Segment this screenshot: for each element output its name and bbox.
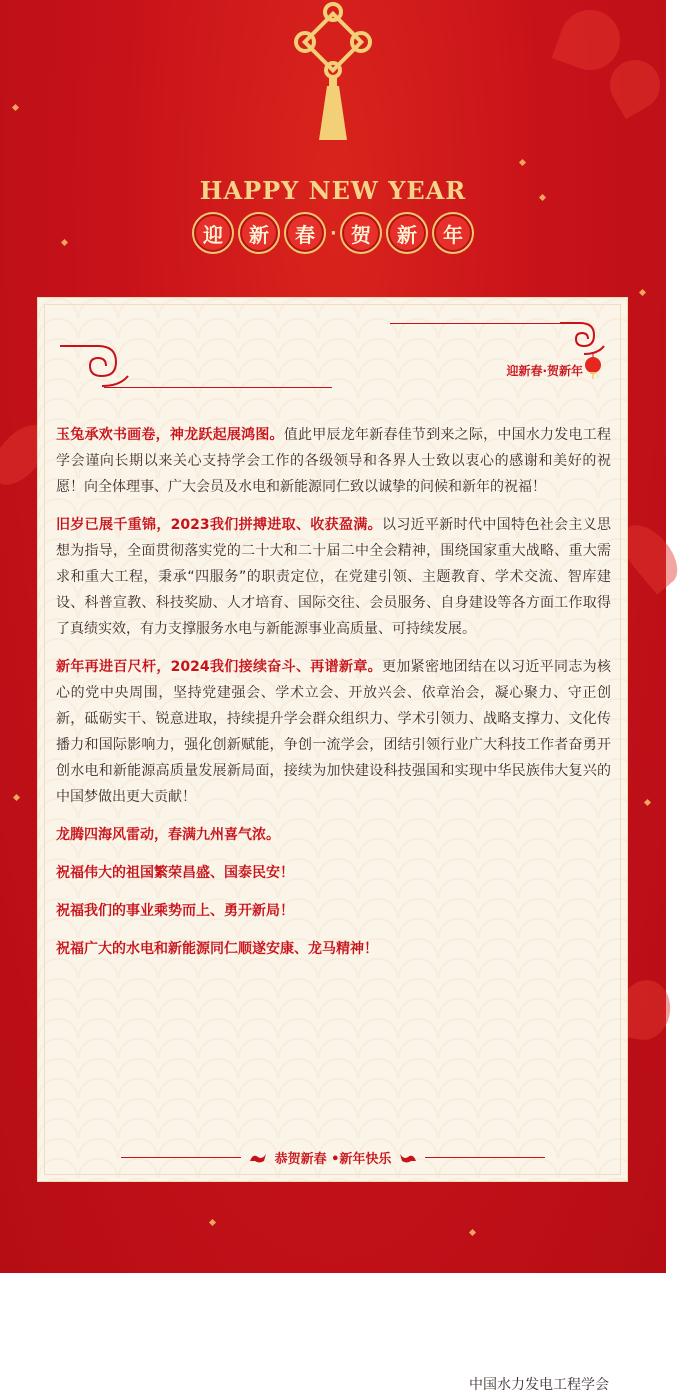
- letter-body: [56, 422, 611, 974]
- lantern-icon: [583, 353, 603, 379]
- divider-line: [104, 387, 332, 388]
- chinese-knot-icon: [283, 0, 383, 145]
- paragraph-text: 更加紧密地团结在以习近平同志为核心的党中央周围，坚持党建强会、学术立会、开放兴会、依章治会，凝心聚力、守正创新，砥砺实干、锐意进取，持续提升学会群众组织力、学术引领力、战略支撑力、文化传播力和国际影响力，强化创新赋能，争创一流学会，团结引领行业广大科技工作者奋勇开创水电和新能源高质量发展新局面，接续为加快建设科技强国和实现中华民族伟大复兴的中国梦做出更大贡献！: [56, 659, 611, 805]
- decor-sparkle: [644, 799, 651, 806]
- paragraph: [56, 422, 611, 500]
- closing-line: 龙腾四海风雷动，春满九州喜气浓。: [56, 827, 280, 843]
- divider-line: [121, 1157, 241, 1158]
- happy-new-year-title: HAPPY NEW YEAR: [199, 176, 467, 205]
- paragraph-lead: 新年再进百尺杆，2024我们接续奋斗、再谱新章。: [56, 659, 382, 675]
- seal-char: 迎: [192, 212, 234, 254]
- decor-sparkle: [209, 1219, 216, 1226]
- footer-banner: [0, 1148, 666, 1167]
- decor-sparkle: [13, 794, 20, 801]
- dragon-icon: [249, 1151, 267, 1165]
- letter-card: [37, 297, 628, 1393]
- paragraph: [56, 654, 611, 810]
- paragraph-text: 值此甲辰龙年新春佳节到来之际，中国水力发电工程学会谨向长期以来关心支持学会工作的各级领导和各界人士致以衷心的感谢和美好的祝愿！向全体理事、广大会员及水电和新能源同仁致以诚挚的问候和新年的祝福！: [56, 427, 612, 495]
- decor-sparkle: [469, 1229, 476, 1236]
- seal-char: 贺: [340, 212, 382, 254]
- seal-char: 春: [284, 212, 326, 254]
- signature: 中国水力发电工程学会: [469, 1377, 609, 1393]
- divider-line: [425, 1157, 545, 1158]
- seal-char: 新: [386, 212, 428, 254]
- decor-sparkle: [12, 104, 19, 111]
- cloud-swirl-icon: [58, 342, 138, 390]
- paragraph: [56, 512, 611, 642]
- divider-line: [390, 323, 570, 324]
- seal-char: 新: [238, 212, 280, 254]
- closing-line: 祝福伟大的祖国繁荣昌盛、国泰民安！: [56, 865, 294, 881]
- decor-sparkle: [519, 159, 526, 166]
- seal-char: 年: [432, 212, 474, 254]
- card-tagline: 迎新春·贺新年: [506, 364, 583, 378]
- paragraph-lead: 玉兔承欢书画卷，神龙跃起展鸿图。: [56, 427, 284, 443]
- seal-row: [0, 212, 666, 254]
- paragraph-text: 以习近平新时代中国特色社会主义思想为指导，全面贯彻落实党的二十大和二十届二中全会精神，围绕国家重大战略、重大需求和重大工程，秉承“四服务”的职责定位，在党建引领、主题教育、学术交流、智库建设、科普宣教、科技奖励、人才培育、国际交往、会员服务、自身建设等各方面工作取得了真绩实效，有力支撑服务水电与新能源事业高质量、可持续发展。: [56, 517, 611, 637]
- decor-sparkle: [639, 289, 646, 296]
- paragraph-lead: 旧岁已展千重锦，2023我们拼搏进取、收获盈满。: [56, 517, 382, 533]
- closing-line: 祝福我们的事业乘势而上、勇开新局！: [56, 903, 294, 919]
- dragon-icon: [399, 1151, 417, 1165]
- seal-separator: ·: [330, 222, 337, 244]
- closing-line: 祝福广大的水电和新能源同仁顺遂安康、龙马精神！: [56, 941, 378, 957]
- footer-text: 恭贺新春 •新年快乐: [274, 1152, 392, 1167]
